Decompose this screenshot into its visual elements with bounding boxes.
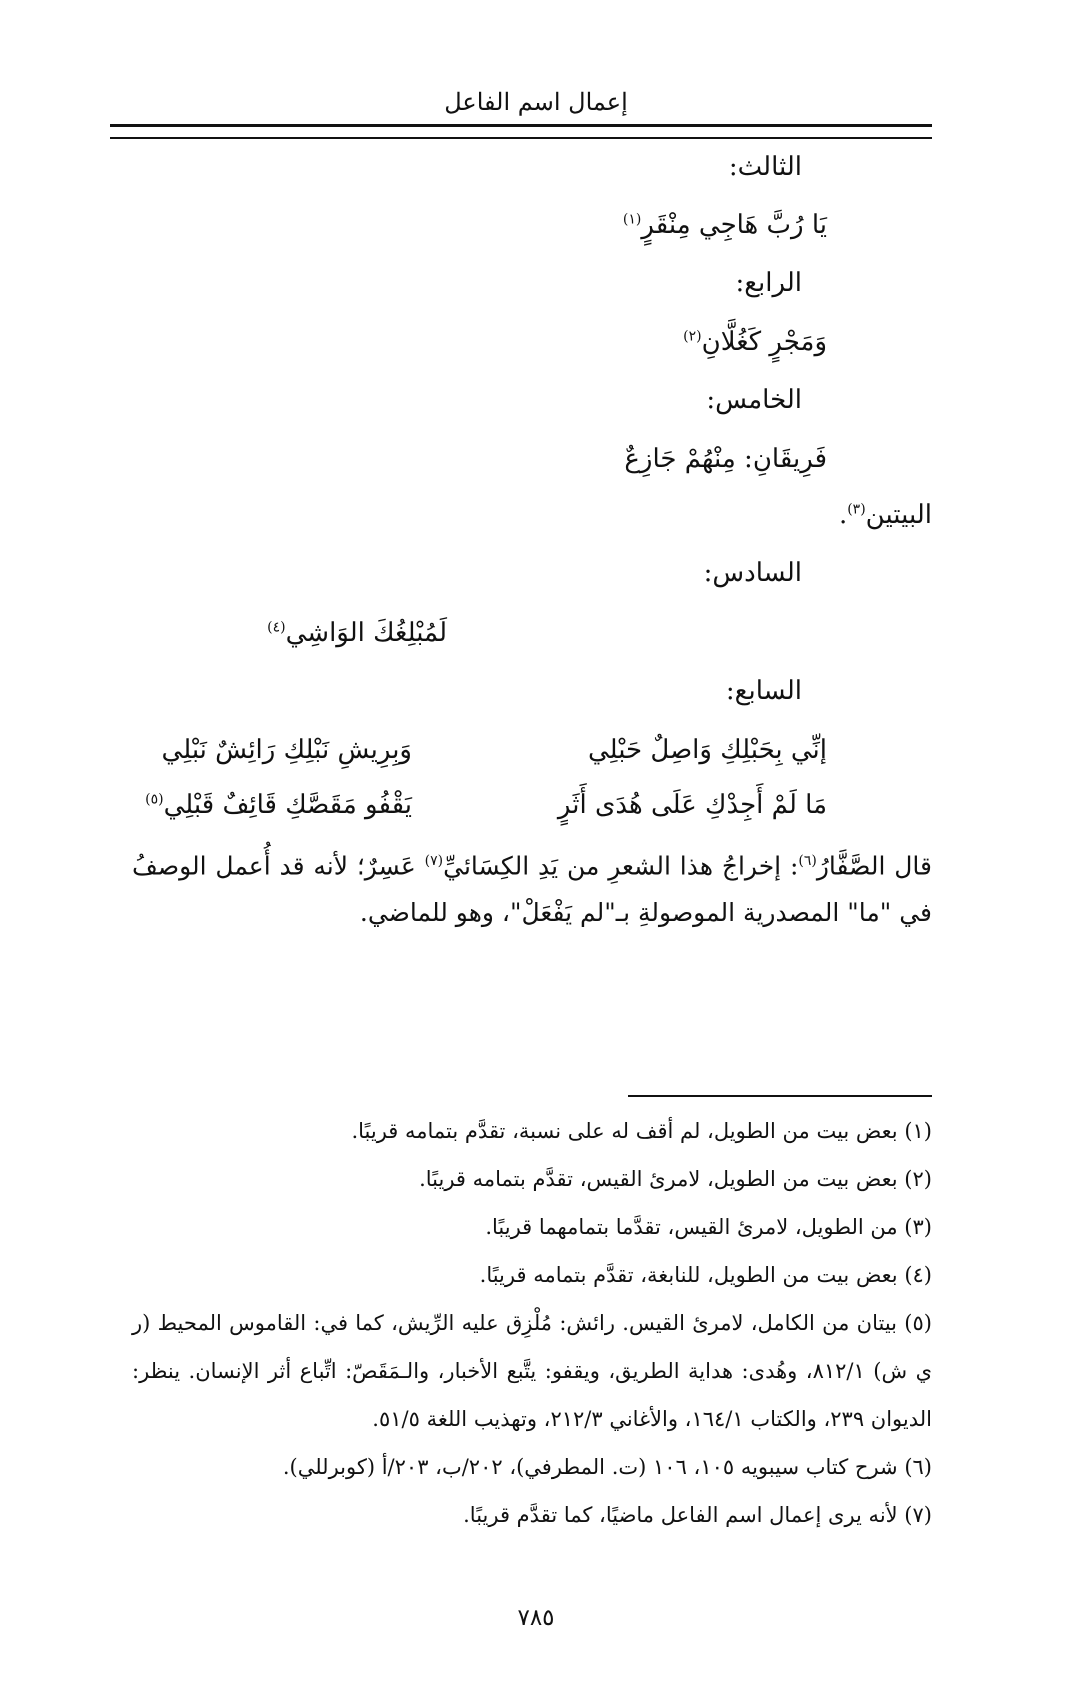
header-rule-thick [110, 124, 932, 127]
bayt-text: البيتين [865, 500, 932, 530]
verse-fourth-text: وَمَجْرٍ كَغُلَّانِ [701, 327, 827, 357]
label-fourth: الرابع: [735, 268, 802, 298]
footnote-ref-4: (٤) [267, 619, 286, 636]
para-part-c: عَسِرٌ؛ لأنه قد أُعمل الوصفُ في "ما" المصدرية الموصولةِ بـ"لم يَفْعَلْ"، وهو للماضي. [132, 851, 932, 928]
footnote-ref-3: (٣) [847, 501, 866, 518]
verse-third-text: يَا رُبَّ هَاجِي مِنْقَرٍ [641, 210, 827, 240]
verse-sixth [267, 618, 447, 648]
footnote-ref-2: (٢) [683, 328, 702, 345]
running-header: إعمال اسم الفاعل [444, 88, 628, 116]
footnote-ref-5: (٥) [145, 791, 164, 808]
footnote-ref-7: (٧) [424, 853, 444, 869]
page-number: ٧٨٥ [517, 1605, 555, 1631]
header-rule-thin [110, 137, 932, 139]
footnote-7: (٧) لأنه يرى إعمال اسم الفاعل ماضيًا، كما تقدَّم قريبًا. [463, 1503, 932, 1527]
poem-line2-first-hemistich: مَا لَمْ أَجِدْكِ عَلَى هُدَى أَثَرٍ [557, 790, 827, 820]
poem-line2-second-text: يَقْفُو مَقَصَّكِ قَائِفٌ قَبْلِي [163, 790, 412, 820]
footnote-3: (٣) من الطويل، لامرئ القيس، تقدَّما بتمامهما قريبًا. [485, 1215, 932, 1239]
label-third: الثالث: [728, 152, 802, 182]
bayt-line [839, 500, 932, 530]
footnote-4: (٤) بعض بيت من الطويل، للنابغة، تقدَّم بتمامه قريبًا. [479, 1263, 932, 1287]
poem-line1-second-hemistich: وَبِرِيشِ نَبْلِكِ رَائِشٌ نَبْلِي [161, 735, 412, 765]
para-part-b: : إخراجُ هذا الشعرِ من يَدِ الكِسَائيِّ [443, 851, 799, 881]
verse-fourth [683, 327, 827, 357]
footnote-5: (٥) بيتان من الكامل، لامرئ القيس. رائش: مُلْزِق عليه الرِّيش، كما في: القاموس المحيط (ر ي ش) ٨١٢/١، وهُدى: هداية الطريق، ويقفو: يتَّبع الأخبار، والـمَقَصّ: اتِّباع أثر الإنسان. ينظر: الديوان ٢٣٩، والكتاب ١٦٤/١، والأغاني ٢١٢/٣، وتهذيب اللغة ٥١/٥. [132, 1311, 933, 1431]
footnote-6: (٦) شرح كتاب سيبويه ١٠٥، ١٠٦ (ت. المطرفي)، ٢٠٢/ب، ٢٠٣/أ (كوبرللي). [282, 1455, 932, 1479]
label-fifth: الخامس: [706, 385, 802, 415]
verse-third [623, 210, 827, 240]
poem-line2-second-hemistich [145, 790, 412, 820]
footnote-1: (١) بعض بيت من الطويل، لم أقف له على نسبة، تقدَّم بتمامه قريبًا. [351, 1119, 932, 1143]
footnote-2: (٢) بعض بيت من الطويل، لامرئ القيس، تقدَّم بتمامه قريبًا. [419, 1167, 932, 1191]
verse-fifth: فَرِيقَانِ: مِنْهُمْ جَازِعٌ [624, 444, 827, 474]
para-part-a: قال الصَّفَّارُ [816, 851, 932, 881]
footnote-separator [628, 1095, 932, 1097]
commentary-paragraph [132, 838, 932, 936]
label-seventh: السابع: [725, 676, 802, 706]
bayt-end: . [838, 500, 848, 530]
poem-line1-first-hemistich: إنِّي بِحَبْلِكِ وَاصِلٌ حَبْلِي [587, 735, 827, 765]
verse-sixth-text: لَمُبْلِغُكَ الوَاشِي [285, 618, 447, 648]
footnote-ref-6: (٦) [798, 853, 817, 869]
footnote-ref-1: (١) [622, 211, 642, 228]
label-sixth: السادس: [703, 558, 802, 588]
